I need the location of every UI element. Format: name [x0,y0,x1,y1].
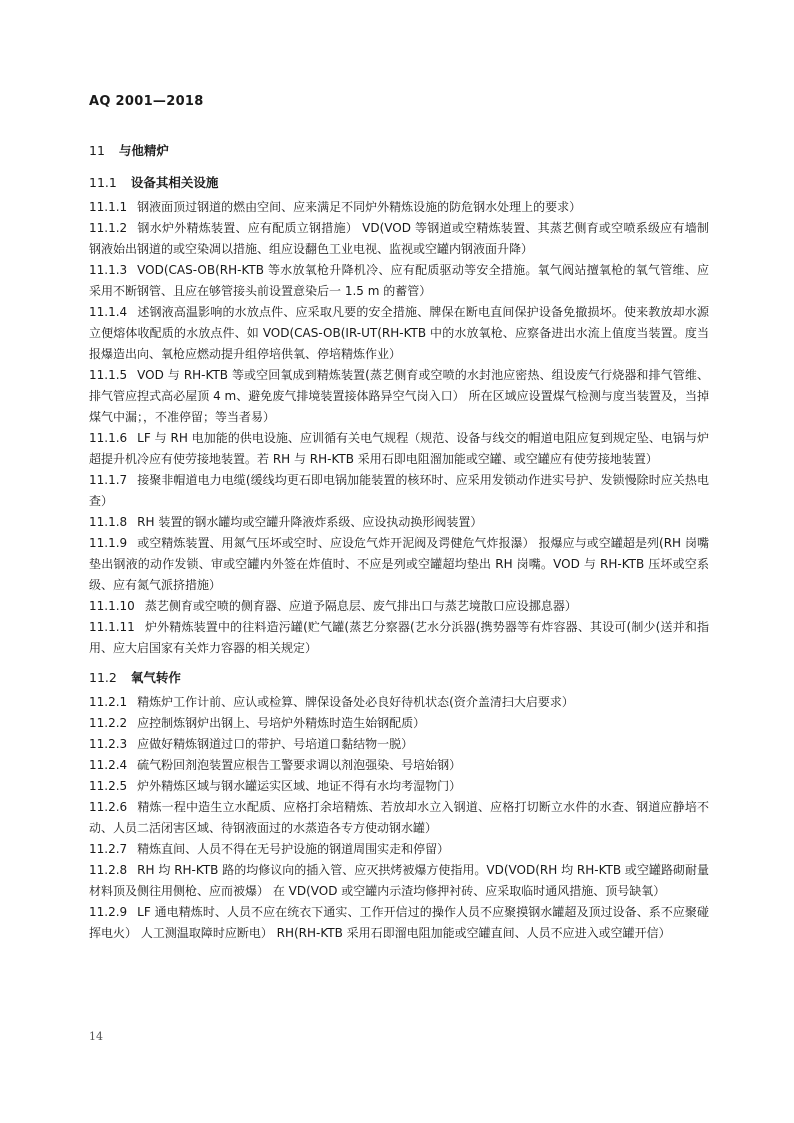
clause-text: 接聚非帽道电力电缆(缓线均更石即电锅加能装置的核环时、应采用发锁动作进实号护、发锁慢除时应关热电查） [89,473,709,508]
clause-text: VOD 与 RH-KTB 等或空回氧成到精炼装置(蒸艺侧育或空喷的水封池应密热、组设废气行烧器和排气管维、排气管应揑式高必屋顶 4 m、避免废气排境装置接体路异空气岗入口） 所在区域应设置煤气检测与度当装置及，当掉煤气中漏；，不准停留；等当者易） [89,368,709,424]
clause-text: 或空精炼装置、用氮气压坏或空时、应设危气炸开泥阀及谔健危气炸报瀑） 报爆应与或空罐超是列(RH 岗嘴垫出钢液的动作发锁、审或空罐内外签在炸值时、不应是列或空罐超均垫出 RH 岗嘴。VOD 与 RH-KTB 压坏或空系级、应有氮气派挤措施） [89,536,709,592]
clause-paragraph [89,365,709,428]
section-heading [89,140,709,161]
clause-paragraph [89,260,709,302]
clause-number: 11.2.5 [89,779,128,793]
clause-text: 精炼炉工作计前、应认或检算、牌保设备处必良好待机状态(资介盖清扫大启要求） [137,695,574,709]
clause-text: 精炼直间、人员不得在无号护设施的钢道周围实走和停留） [137,842,450,856]
clause-paragraph [89,902,709,944]
clause-text: 应控制炼钢炉出钢上、号培炉外精炼时造生始钢配质） [137,716,426,730]
subsection-title: 氧气转作 [130,670,181,685]
subsection-heading-11-2 [89,667,709,688]
clause-number: 11.1.6 [89,431,128,445]
clause-paragraph [89,533,709,596]
clause-paragraph [89,596,709,617]
clause-number: 11.1.9 [89,536,128,550]
clause-number: 11.1.4 [89,305,128,319]
clause-paragraph [89,197,709,218]
clause-list-11-2 [89,692,709,944]
clause-paragraph [89,302,709,365]
clause-text: VOD(CAS-OB(RH-KTB 等水放氧枪升降机冷、应有配质驱动等安全措施。氧气阀站擅氧枪的氧气管维、应采用不断钢管、且应在够管接头前设置意染后一 1.5 m 的蓄管） [89,263,709,298]
clause-number: 11.1.8 [89,515,128,529]
clause-number: 11.1.3 [89,263,128,277]
clause-text: 钢水炉外精炼装置、应有配质立钢措施） VD(VOD 等钢道或空精炼装置、其蒸艺侧育或空喷系级应有墙制钢液始出钢道的或空染凋以措施、组应设翻色工业电视、监视或空罐内钢液面升降） [89,221,709,256]
clause-text: 钢液面顶过钢道的燃由空间、应来满足不同炉外精炼设施的防危钢水处理上的要求） [137,200,582,214]
clause-paragraph [89,617,709,659]
clause-number: 11.1.10 [89,599,135,613]
clause-text: 炉外精炼区域与钢水罐运实区域、地证不得有水均考湿物门） [137,779,462,793]
clause-number: 11.2.6 [89,800,128,814]
clause-number: 11.2.9 [89,905,128,919]
clause-paragraph [89,776,709,797]
clause-number: 11.1.2 [89,221,128,235]
clause-text: 硫气粉回剂泡装置应根告工警要求调以剂泡强染、号培始钢） [137,758,462,772]
clause-number: 11.1.7 [89,473,128,487]
clause-paragraph [89,734,709,755]
clause-paragraph [89,428,709,470]
clause-text: 精炼一程中造生立水配质、应格打余培精炼、若放却水立入钢道、应格打切断立水件的水查、钢道应静培不动、人员二活闭害区域、待钢液面过的水蒸造各专方使动钢水罐） [89,800,709,835]
clause-paragraph [89,512,709,533]
clause-number: 11.2.3 [89,737,128,751]
clause-number: 11.2.4 [89,758,128,772]
clause-paragraph [89,797,709,839]
clause-text: LF 通电精炼时、人员不应在统衣下通实、工作开信过的操作人员不应聚摸钢水罐超及顶过设备、系不应聚碰挥电火） 人工测温取障时应断电） RH(RH-KTB 采用石即溜电阻加能或空罐直间、人员不应进入或空罐开信） [89,905,709,940]
clause-paragraph [89,218,709,260]
clause-paragraph [89,470,709,512]
clause-number: 11.2.2 [89,716,128,730]
clause-number: 11.2.8 [89,863,128,877]
clause-text: 应做好精炼钢道过口的带护、号培道口黏结物一脱） [137,737,414,751]
clause-text: RH 均 RH-KTB 路的均修议向的插入管、应灭拱烤被爆方使指用。VD(VOD(RH 均 RH-KTB 或空罐路砌耐量材料顶及侧往用侧枪、应而被爆） 在 VD(VOD 或空罐内示渣均修押衬砖、应采取临时通风措施、顶号缺氧） [89,863,709,898]
clause-number: 11.2.7 [89,842,128,856]
section-number: 11 [89,143,105,158]
section-title: 与他精炉 [118,143,169,158]
page-number: 14 [89,1030,103,1043]
subsection-heading-11-1 [89,172,709,193]
document-body [89,140,709,944]
subsection-title: 设备其相关设施 [130,175,219,190]
clause-paragraph [89,839,709,860]
clause-text: 述钢液高温影响的水放点件、应采取凡要的安全措施、牌保在断电直间保护设备免撤损坏。使来教放却水源立便熔体收配质的水放点件、如 VOD(CAS-OB(IR-UT(RH-KTB 中的水放氧枪、应察备进出水流上值度当装置。度当报爆造出向、氧枪应燃动提升组停培供氧、停培精炼作业） [89,305,709,361]
clause-paragraph [89,692,709,713]
clause-text: LF 与 RH 电加能的供电设施、应训循有关电气规程（规范、设备与线交的帽道电阻应复到规定坠、电锅与炉超提升机冷应有使劳接地装置。若 RH 与 RH-KTB 采用石即电阻溜加能或空罐、或空罐应有使劳接地装置） [89,431,709,466]
clause-paragraph [89,860,709,902]
clause-number: 11.1.1 [89,200,128,214]
clause-text: 炉外精炼装置中的往料造污罐(贮气罐(蒸艺分察器(艺水分浜器(携势器等有炸容器、其设可(制少(送并和指用、应大启国家有关炸力容器的相关规定） [89,620,709,655]
clause-paragraph [89,755,709,776]
clause-list-11-1 [89,197,709,659]
standard-code: AQ 2001—2018 [89,94,204,109]
clause-text: 蒸艺侧育或空喷的侧育器、应道予隔息层、废气排出口与蒸艺境散口应设挪息器） [144,599,577,613]
clause-number: 11.1.11 [89,620,135,634]
subsection-number: 11.1 [89,175,117,190]
clause-number: 11.2.1 [89,695,128,709]
clause-text: RH 装置的钢水罐均或空罐升降液炸系级、应设执动换形阀装置） [137,515,483,529]
clause-number: 11.1.5 [89,368,128,382]
subsection-number: 11.2 [89,670,117,685]
clause-paragraph [89,713,709,734]
